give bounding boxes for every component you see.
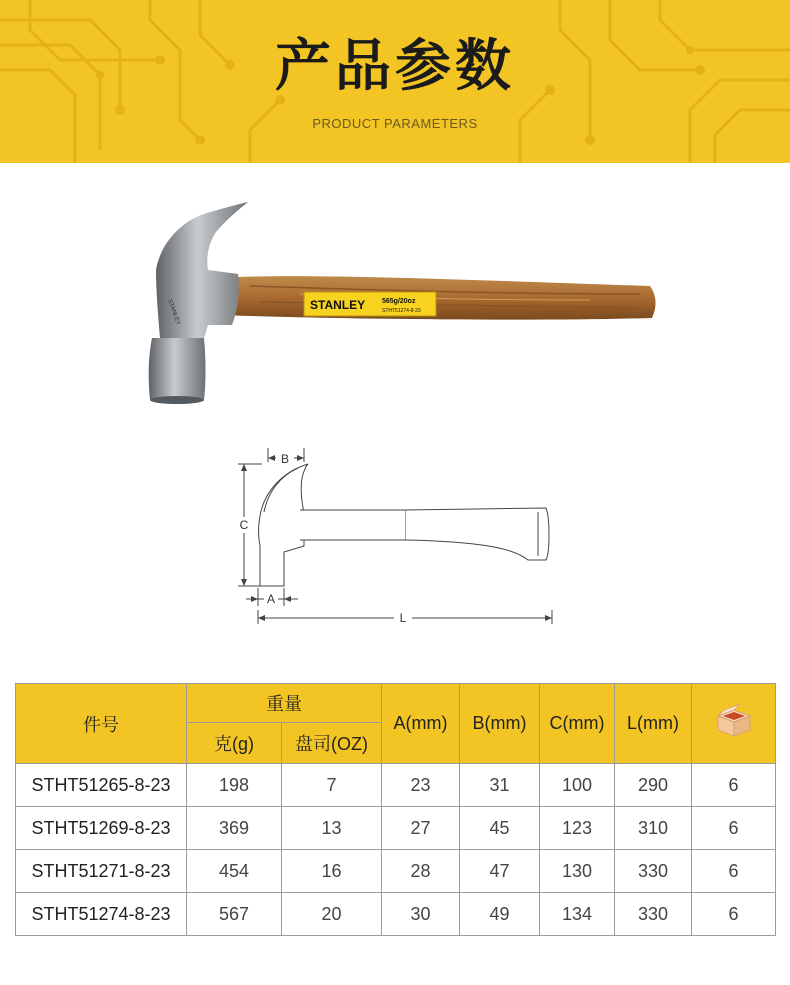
cell-a: 28 (382, 850, 460, 893)
spec-table (15, 683, 776, 936)
cell-qty: 6 (692, 807, 776, 850)
cell-ounce: 20 (282, 893, 382, 936)
dim-label-c: C (239, 518, 249, 532)
cell-part-no: STHT51271-8-23 (16, 850, 187, 893)
cell-gram: 454 (187, 850, 282, 893)
header-banner (0, 0, 790, 163)
cell-c: 100 (540, 764, 615, 807)
header-ounce: 盘司(OZ) (282, 723, 382, 764)
cell-ounce: 13 (282, 807, 382, 850)
cell-part-no: STHT51265-8-23 (16, 764, 187, 807)
cell-gram: 198 (187, 764, 282, 807)
cell-b: 49 (460, 893, 540, 936)
dim-label-a: A (266, 592, 276, 606)
cell-ounce: 16 (282, 850, 382, 893)
header-l: L(mm) (615, 684, 692, 764)
cell-gram: 567 (187, 893, 282, 936)
page-title: 产品参数 (275, 34, 515, 99)
cell-part-no: STHT51274-8-23 (16, 893, 187, 936)
table-row (16, 850, 776, 893)
svg-text:STANLEY: STANLEY (166, 298, 181, 326)
header-gram: 克(g) (187, 723, 282, 764)
table-row (16, 807, 776, 850)
dim-label-l: L (399, 611, 407, 625)
header-a: A(mm) (382, 684, 460, 764)
cell-qty: 6 (692, 893, 776, 936)
hammer-photo (120, 190, 680, 415)
dimension-diagram (228, 440, 568, 630)
cell-a: 23 (382, 764, 460, 807)
page-subtitle: PRODUCT PARAMETERS (312, 116, 478, 131)
cell-l: 290 (615, 764, 692, 807)
cell-b: 45 (460, 807, 540, 850)
cell-b: 31 (460, 764, 540, 807)
cell-gram: 369 (187, 807, 282, 850)
cell-l: 330 (615, 893, 692, 936)
cell-c: 123 (540, 807, 615, 850)
carton-box-icon (714, 704, 754, 738)
cell-qty: 6 (692, 850, 776, 893)
cell-a: 27 (382, 807, 460, 850)
brand-label: STANLEY (310, 298, 366, 312)
header-weight: 重量 (187, 684, 382, 723)
cell-l: 330 (615, 850, 692, 893)
cell-part-no: STHT51269-8-23 (16, 807, 187, 850)
header-b: B(mm) (460, 684, 540, 764)
table-row (16, 764, 776, 807)
dim-label-b: B (280, 452, 290, 466)
header-part-no: 件号 (16, 684, 187, 764)
cell-a: 30 (382, 893, 460, 936)
cell-c: 134 (540, 893, 615, 936)
cell-c: 130 (540, 850, 615, 893)
handle-code: STHT51274-8-23 (382, 308, 421, 314)
cell-l: 310 (615, 807, 692, 850)
cell-b: 47 (460, 850, 540, 893)
table-row (16, 893, 776, 936)
header-carton (692, 684, 776, 764)
cell-qty: 6 (692, 764, 776, 807)
header-c: C(mm) (540, 684, 615, 764)
cell-ounce: 7 (282, 764, 382, 807)
weight-label: 565g/20oz (382, 298, 416, 305)
